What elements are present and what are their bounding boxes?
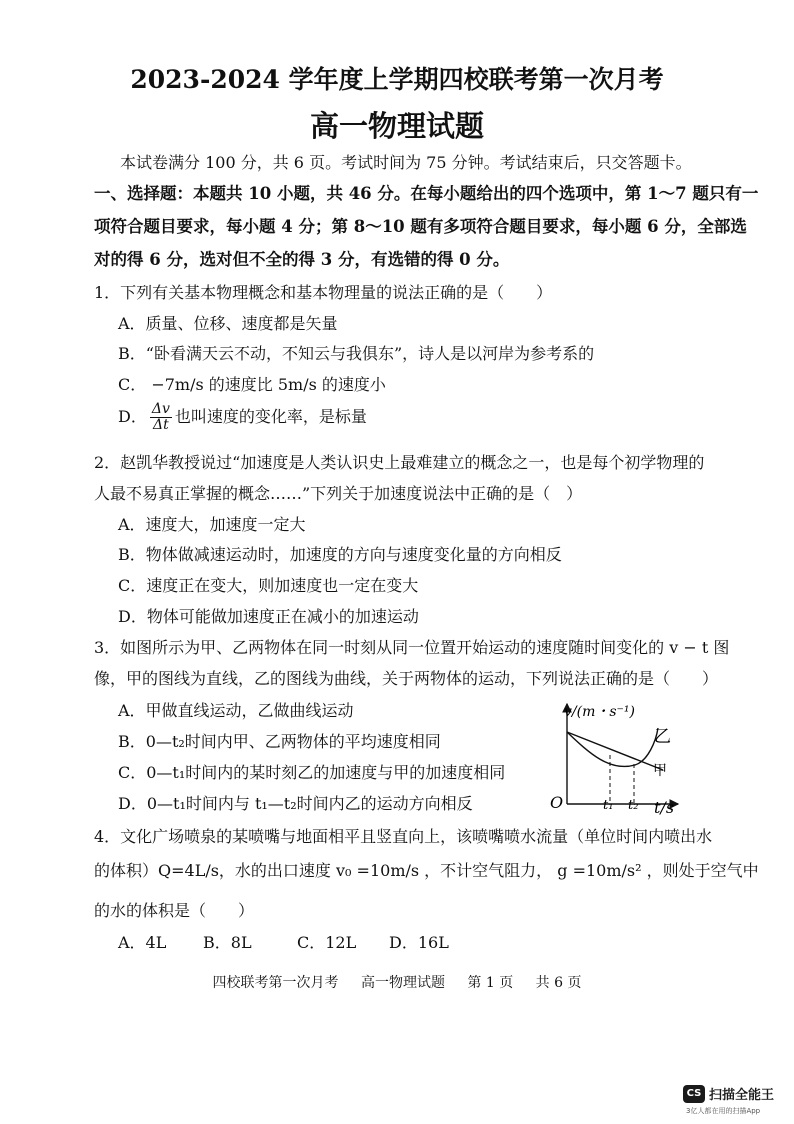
- footer-total: 共 6 页: [535, 975, 582, 991]
- q3-option-c: C．0—t₁时间内的某时刻乙的加速度与甲的加速度相同: [118, 763, 506, 782]
- q1-option-d: [118, 402, 367, 433]
- q1-option-d-prefix: D．: [118, 407, 147, 426]
- q3-option-d: D．0—t₁时间内与 t₁—t₂时间内乙的运动方向相反: [118, 794, 473, 813]
- q1-option-d-text: 也叫速度的变化率，是标量: [174, 407, 367, 426]
- q4-stem-line2: 的体积）Q=4L/s，水的出口速度 v₀ =10m/s ，不计空气阻力， g =10m/s² ，则处于空气中: [94, 861, 759, 880]
- q1-option-b: B．“卧看满天云不动，不知云与我俱东”，诗人是以河岸为参考系的: [118, 344, 595, 363]
- q2-option-d: D．物体可能做加速度正在减小的加速运动: [118, 607, 419, 626]
- exam-title: 2023-2024 学年度上学期四校联考第一次月考: [130, 65, 664, 94]
- v-axis-label: v/(m・s⁻¹): [564, 704, 636, 720]
- line-jia-label: 甲: [653, 763, 667, 779]
- q1-stem: 1．下列有关基本物理概念和基本物理量的说法正确的是（ ）: [94, 283, 553, 302]
- section1-line3: 对的得 6 分，选对但不全的得 3 分，有选错的得 0 分。: [94, 250, 510, 269]
- q2-option-c: C．速度正在变大，则加速度也一定在变大: [118, 576, 419, 595]
- camscanner-tagline: 3亿人都在用的扫描App: [686, 1107, 761, 1115]
- q2-option-a: A．速度大，加速度一定大: [118, 515, 306, 534]
- q3-option-a: A．甲做直线运动，乙做曲线运动: [118, 701, 354, 720]
- q4-option-d: D．16L: [389, 933, 449, 952]
- camscanner-logo-icon: CS: [683, 1085, 705, 1103]
- vt-graph: [540, 696, 700, 821]
- page-footer: [0, 972, 794, 992]
- exam-intro: 本试卷满分 100 分，共 6 页。考试时间为 75 分钟。考试结束后，只交答题卡。: [120, 153, 692, 172]
- q4-stem-line1: 4．文化广场喷泉的某喷嘴与地面相平且竖直向上，该喷嘴喷水流量（单位时间内喷出水: [94, 827, 713, 846]
- q3-stem-line2: 像，甲的图线为直线，乙的图线为曲线，关于两物体的运动，下列说法正确的是（ ）: [94, 669, 719, 688]
- footer-subject: 高一物理试题: [360, 975, 445, 991]
- q4-option-a: A．4L: [118, 933, 167, 952]
- footer-page: 第 1 页: [467, 975, 514, 991]
- t-axis-label: t/s: [654, 798, 675, 817]
- camscanner-name: 扫描全能王: [709, 1088, 775, 1103]
- exam-subtitle: 高一物理试题: [309, 109, 484, 143]
- q2-stem-line1: 2．赵凯华教授说过“加速度是人类认识史上最难建立的概念之一，也是每个初学物理的: [94, 453, 705, 472]
- q4-stem-line3: 的水的体积是（ ）: [94, 901, 255, 920]
- curve-yi: [567, 728, 658, 767]
- q2-stem-line2: 人最不易真正掌握的概念……”下列关于加速度说法中正确的是（ ）: [94, 484, 583, 503]
- footer-exam: 四校联考第一次月考: [212, 975, 339, 991]
- q2-option-b: B．物体做减速运动时，加速度的方向与速度变化量的方向相反: [118, 545, 562, 564]
- q4-option-c: C．12L: [297, 933, 357, 952]
- q3-stem-line1: 3．如图所示为甲、乙两物体在同一时刻从同一位置开始运动的速度随时间变化的 v − t 图: [94, 638, 730, 657]
- section1-line2: 项符合题目要求，每小题 4 分；第 8～10 题有多项符合题目要求，每小题 6 分，全部选: [94, 217, 747, 236]
- origin-label: O: [550, 793, 564, 812]
- delta-v-over-delta-t: [150, 402, 172, 433]
- t2-label: t₂: [628, 798, 639, 813]
- q4-option-b: B．8L: [203, 933, 252, 952]
- q1-option-a: A．质量、位移、速度都是矢量: [118, 314, 338, 333]
- line-jia: [567, 732, 663, 770]
- frac-numerator: Δv: [151, 401, 170, 417]
- q1-option-c: C． −7m/s 的速度比 5m/s 的速度小: [118, 375, 386, 394]
- section1-line1: 一、选择题：本题共 10 小题，共 46 分。在每小题给出的四个选项中，第 1～7 题只有一: [94, 184, 759, 203]
- t1-label: t₁: [603, 798, 614, 813]
- frac-denominator: Δt: [152, 417, 169, 433]
- curve-yi-label: 乙: [654, 727, 671, 747]
- q3-option-b: B．0—t₂时间内甲、乙两物体的平均速度相同: [118, 732, 441, 751]
